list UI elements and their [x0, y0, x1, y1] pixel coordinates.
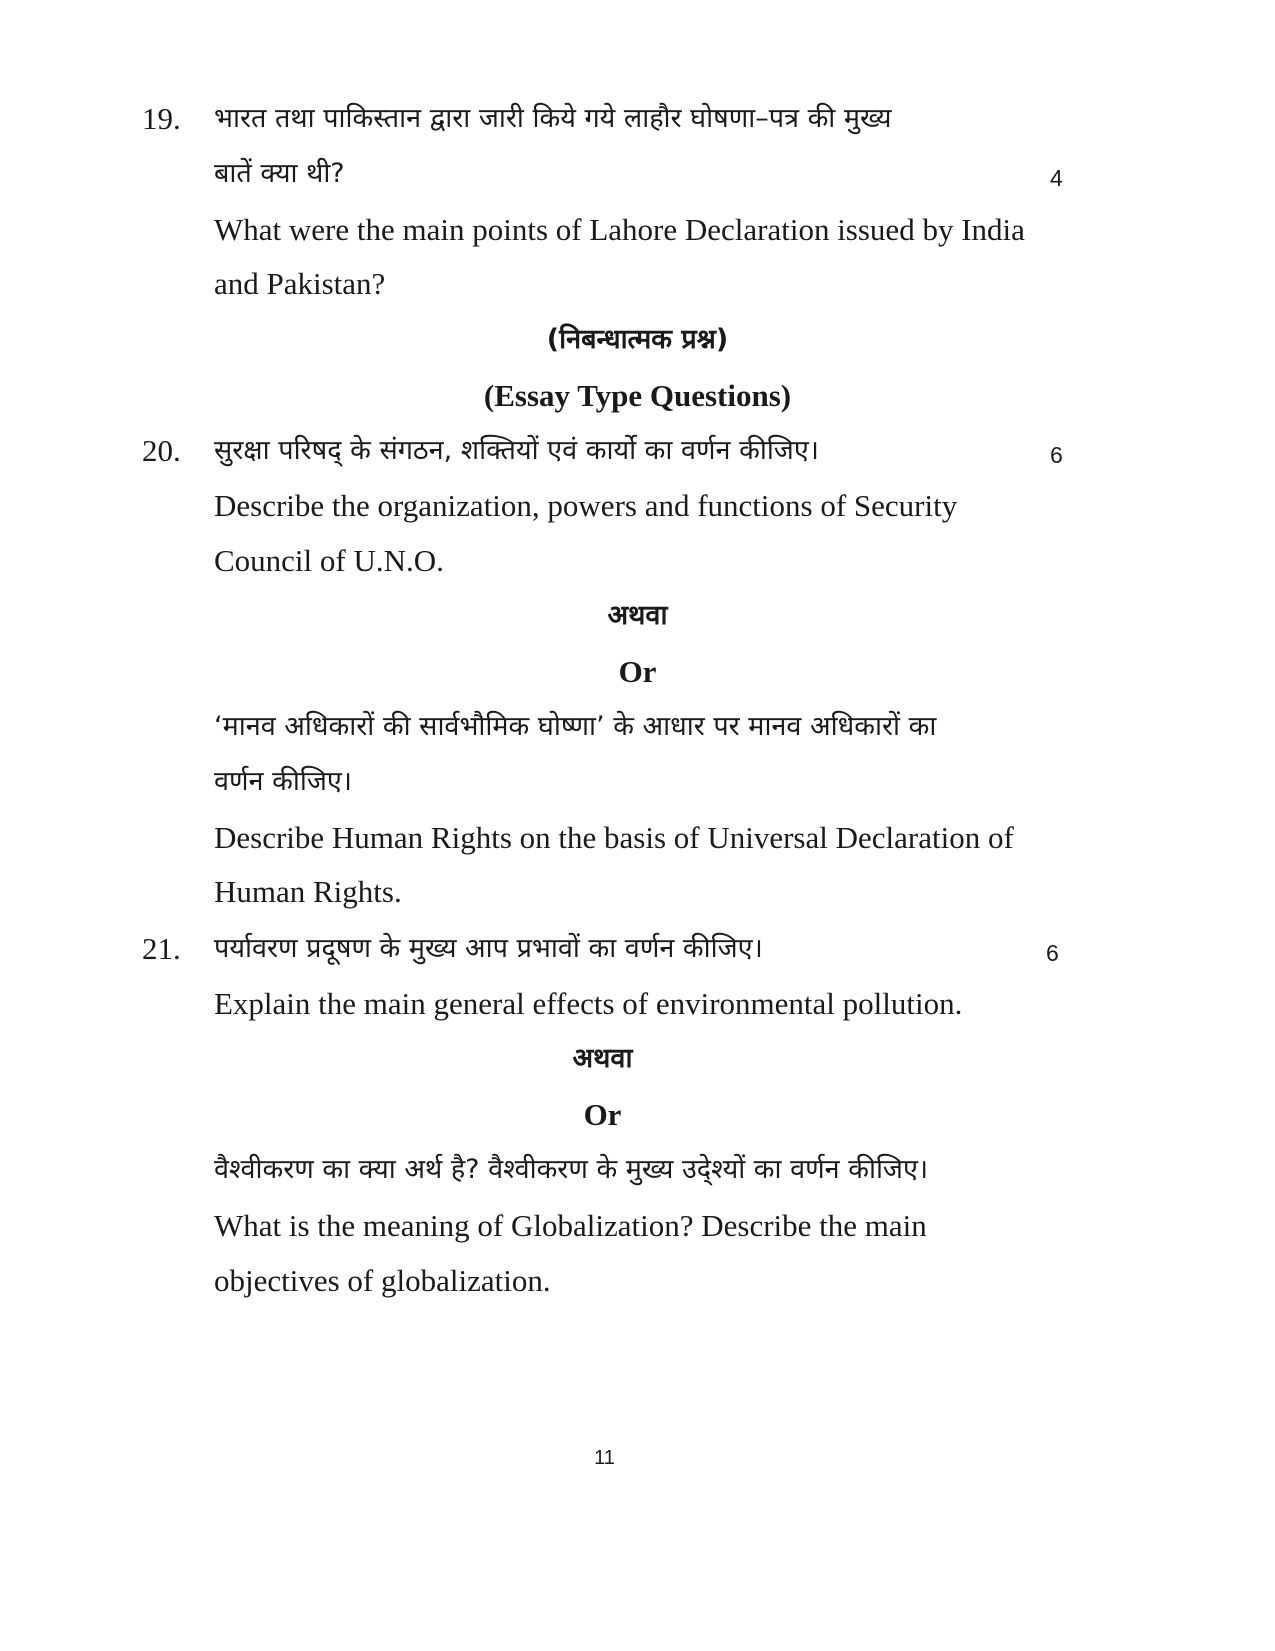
question-21-hindi-line-1: पर्यावरण प्रदूषण के मुख्य आप प्रभावों का वर्णन कीजिए। — [214, 933, 763, 964]
question-21-english-line-1: Explain the main general effects of environmental pollution. — [214, 986, 963, 1021]
question-20-alt-hindi-line-2: वर्णन कीजिए। — [214, 766, 353, 797]
or-english-2: Or — [583, 1097, 622, 1132]
question-20-number: 20. — [142, 433, 181, 468]
question-19-number: 19. — [142, 101, 181, 136]
question-21-alt-english-line-2: objectives of globalization. — [214, 1263, 551, 1298]
section-heading-english: (Essay Type Questions) — [483, 378, 792, 413]
question-19-english-line-1: What were the main points of Lahore Declaration issued by India — [214, 212, 1025, 247]
question-20-alt-english-line-2: Human Rights. — [214, 874, 402, 909]
section-heading-hindi: (निबन्धात्मक प्रश्न) — [546, 324, 729, 355]
question-20-english-line-2: Council of U.N.O. — [214, 543, 444, 578]
question-21-marks: 6 — [1046, 940, 1059, 966]
question-19-english-line-2: and Pakistan? — [214, 266, 386, 301]
question-20-english-line-1: Describe the organization, powers and functions of Security — [214, 488, 958, 523]
question-20-marks: 6 — [1050, 442, 1063, 468]
question-20-alt-hindi-line-1: ‘मानव अधिकारों की सार्वभौमिक घोष्णा’ के आधार पर मानव अधिकारों का — [214, 711, 937, 742]
or-hindi-2: अथवा — [572, 1043, 633, 1074]
question-19-hindi-line-2: बातें क्या थी? — [214, 158, 345, 189]
question-21-alt-hindi-line-1: वैश्वीकरण का क्या अर्थ है? वैश्वीकरण के मुख्य उदे्श्यों का वर्णन कीजिए। — [214, 1154, 929, 1185]
or-english-1: Or — [618, 654, 657, 689]
question-21-alt-english-line-1: What is the meaning of Globalization? Describe the main — [214, 1208, 927, 1243]
question-19-marks: 4 — [1050, 165, 1063, 191]
question-20-hindi-line-1: सुरक्षा परिषद् के संगठन, शक्तियों एवं कार्यो का वर्णन कीजिए। — [214, 435, 820, 466]
question-19-hindi-line-1: भारत तथा पाकिस्तान द्वारा जारी किये गये लाहौर घोषणा–पत्र की मुख्य — [214, 103, 892, 134]
or-hindi-1: अथवा — [607, 600, 668, 631]
question-20-alt-english-line-1: Describe Human Rights on the basis of Universal Declaration of — [214, 820, 1014, 855]
question-21-number: 21. — [142, 931, 181, 966]
page-number: 11 — [594, 1447, 615, 1469]
